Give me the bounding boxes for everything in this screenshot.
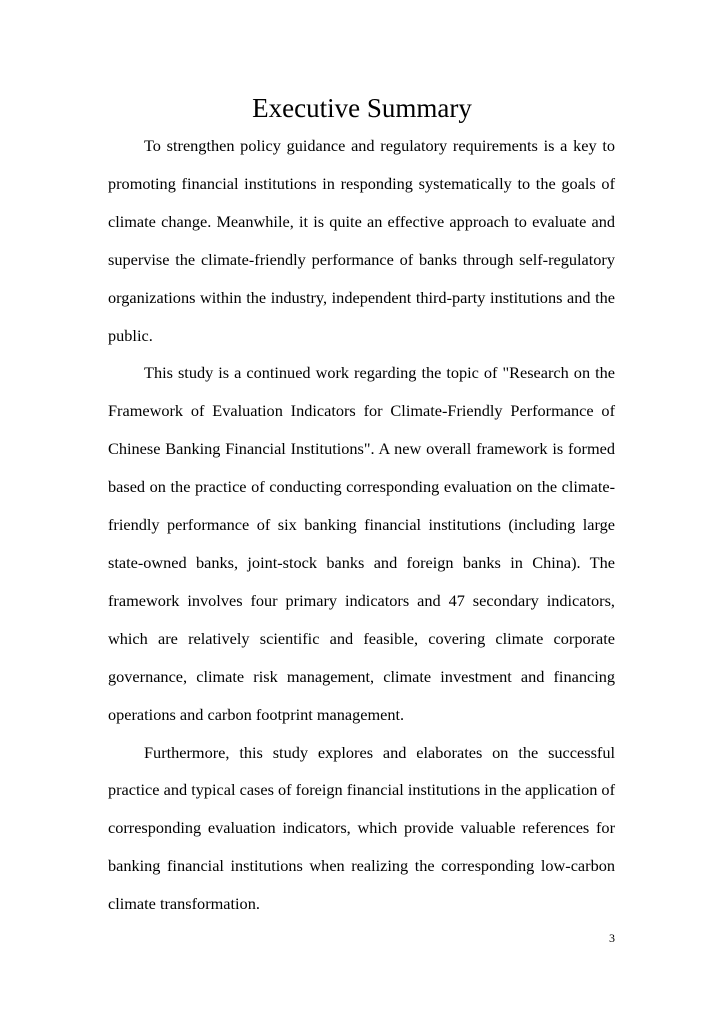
paragraph-2: This study is a continued work regarding the topic of "Research on the Framework of Evaluation Indicators for Climate-Friendly Performance of Chinese Banking Financial Institutions". A new overall framework is formed based on the practice of conducting corresponding evaluation on the climate-friendly performance of six banking financial institutions (including large state-owned banks, joint-stock banks and foreign banks in China). The framework involves four primary indicators and 47 secondary indicators, which are relatively scientific and feasible, covering climate corporate governance, climate risk management, climate investment and financing operations and carbon footprint management. [108, 363, 615, 724]
paragraph-3: Furthermore, this study explores and elaborates on the successful practice and typical cases of foreign financial institutions in the application of corresponding evaluation indicators, which provide valuable references for banking financial institutions when realizing the corresponding low-carbon climate transformation. [108, 742, 615, 914]
page-number: 3 [609, 931, 615, 945]
paragraph-1: To strengthen policy guidance and regulatory requirements is a key to promoting financial institutions in responding systematically to the goals of climate change. Meanwhile, it is quite an effective approach to evaluate and supervise the climate-friendly performance of banks through self-regulatory organizations within the industry, independent third-party institutions and the public. [108, 136, 615, 345]
body-text [108, 127, 615, 923]
page-title: Executive Summary [252, 93, 472, 123]
